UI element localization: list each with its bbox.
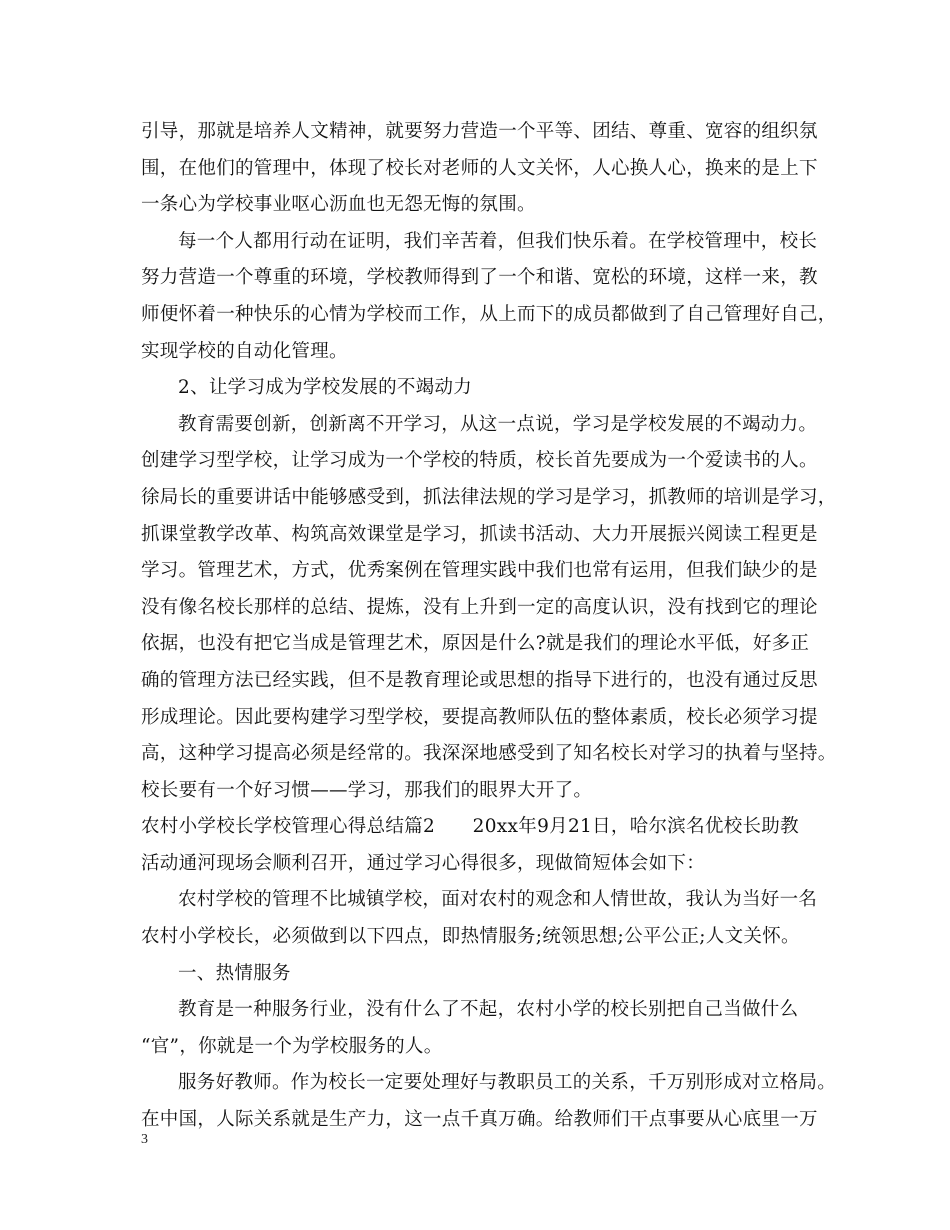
text-line: 形成理论。因此要构建学习型学校，要提高教师队伍的整体素质，校长必须学习提 [141, 706, 818, 728]
text-line: 农村小学校长，必须做到以下四点，即热情服务;统领思想;公平公正;人文关怀。 [141, 926, 800, 948]
section-heading: 2、让学习成为学校发展的不竭动力 [178, 377, 473, 399]
text-line: 教育需要创新，创新离不开学习，从这一点说，学习是学校发展的不竭动力。 [178, 413, 818, 435]
text-line: 农村学校的管理不比城镇学校，面对农村的观念和人情世故，我认为当好一名 [178, 889, 818, 911]
text-line: 确的管理方法已经实践，但不是教育理论或思想的指导下进行的，也没有通过反思 [141, 669, 818, 691]
text-line: 高，这种学习提高必须是经常的。我深深地感受到了知名校长对学习的执着与坚持。 [141, 743, 837, 765]
text-line: 教育是一种服务行业，没有什么了不起，农村小学的校长别把自己当做什么 [178, 999, 799, 1021]
text-line: 在中国，人际关系就是生产力，这一点千真万确。给教师们干点事要从心底里一万 [141, 1109, 818, 1131]
text-line: 依据，也没有把它当成是管理艺术，原因是什么?就是我们的理论水平低，好多正 [141, 633, 810, 655]
text-line: 服务好教师。作为校长一定要处理好与教职员工的关系，千万别形成对立格局。 [178, 1072, 837, 1094]
text-line: 校长要有一个好习惯——学习，那我们的眼界大开了。 [141, 779, 593, 801]
article-title-line: 农村小学校长学校管理心得总结篇2 20xx年9月21日，哈尔滨名优校长助教 [141, 816, 799, 838]
text-line: 抓课堂教学改革、构筑高效课堂是学习，抓读书活动、大力开展振兴阅读工程更是 [141, 523, 818, 545]
text-line: 实现学校的自动化管理。 [141, 340, 348, 362]
section-heading: 一、热情服务 [178, 962, 291, 984]
text-line: 创建学习型学校，让学习成为一个学校的特质，校长首先要成为一个爱读书的人。 [141, 450, 818, 472]
text-line: 每一个人都用行动在证明，我们辛苦着，但我们快乐着。在学校管理中，校长 [178, 230, 818, 252]
text-line: 师便怀着一种快乐的心情为学校而工作，从上而下的成员都做到了自己管理好自己， [141, 303, 837, 325]
text-line: 徐局长的重要讲话中能够感受到，抓法律法规的学习是学习，抓教师的培训是学习， [141, 486, 837, 508]
page-number: 3 [141, 1132, 148, 1147]
text-line: 没有像名校长那样的总结、提炼，没有上升到一定的高度认识，没有找到它的理论 [141, 596, 818, 618]
text-line: 围，在他们的管理中，体现了校长对老师的人文关怀，人心换人心，换来的是上下 [141, 157, 818, 179]
text-line: 引导，那就是培养人文精神，就要努力营造一个平等、团结、尊重、宽容的组织氛 [141, 121, 818, 142]
text-line: “官”，你就是一个为学校服务的人。 [141, 1035, 443, 1057]
document-body [141, 114, 837, 1139]
text-line: 一条心为学校事业呕心沥血也无怨无悔的氛围。 [141, 194, 536, 216]
text-line: 活动通河现场会顺利召开，通过学习心得很多，现做简短体会如下： [141, 852, 706, 874]
text-line: 学习。管理艺术，方式，优秀案例在管理实践中我们也常有运用，但我们缺少的是 [141, 560, 818, 582]
text-line: 努力营造一个尊重的环境，学校教师得到了一个和谐、宽松的环境，这样一来，教 [141, 267, 818, 289]
